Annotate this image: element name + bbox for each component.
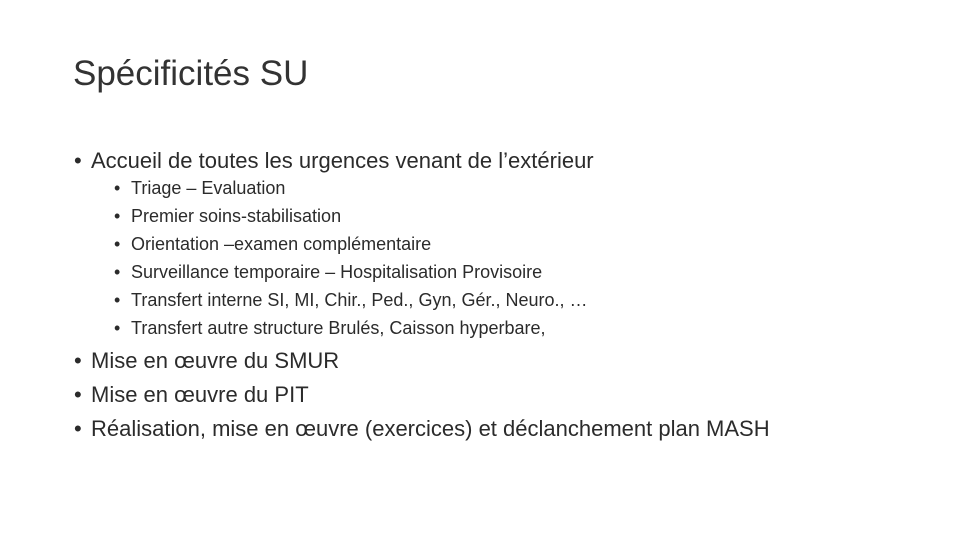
bullet-marker: • [114,178,121,198]
bullet-item [73,412,933,446]
slide-content [73,144,933,446]
bullet-item [73,144,933,178]
bullet-marker: • [74,382,82,407]
sub-bullet-list [114,174,933,342]
sub-bullet-item [114,174,933,202]
bullet-marker: • [114,234,121,254]
sub-bullet-item [114,258,933,286]
bullet-item [73,378,933,412]
sub-bullet-text: Premier soins-stabilisation [131,206,342,226]
slide-title: Spécificités SU [73,54,309,93]
bullet-marker: • [114,318,121,338]
bullet-text: Accueil de toutes les urgences venant de l’extérieur [91,148,594,173]
bullet-text: Mise en œuvre du PIT [91,382,309,407]
sub-bullet-text: Transfert autre structure Brulés, Caisson hyperbare, [131,318,546,338]
sub-bullet-item [114,202,933,230]
bullet-marker: • [74,416,82,441]
sub-bullet-text: Orientation –examen complémentaire [131,234,432,254]
bullet-marker: • [114,290,121,310]
sub-bullet-text: Transfert interne SI, MI, Chir., Ped., Gyn, Gér., Neuro., … [131,290,588,310]
bullet-marker: • [74,348,82,373]
bullet-item [73,344,933,378]
sub-bullet-item [114,286,933,314]
sub-bullet-item [114,314,933,342]
bullet-marker: • [114,206,121,226]
sub-bullet-text: Surveillance temporaire – Hospitalisation Provisoire [131,262,543,282]
bullet-text: Mise en œuvre du SMUR [91,348,340,373]
sub-bullet-item [114,230,933,258]
bullet-marker: • [114,262,121,282]
bullet-marker: • [74,148,82,173]
bullet-text: Réalisation, mise en œuvre (exercices) et déclanchement plan MASH [91,416,770,441]
sub-bullet-text: Triage – Evaluation [131,178,286,198]
